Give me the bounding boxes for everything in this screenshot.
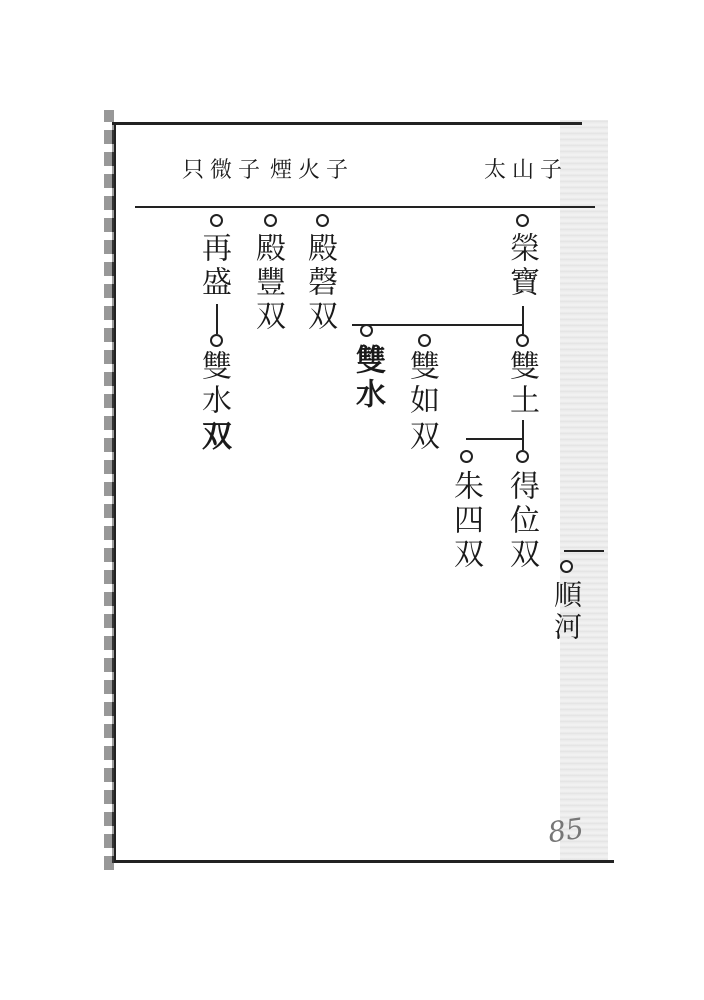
name-shuangshui-small: 雙水 [350,344,385,412]
name-rongbao: 榮寶 [504,232,539,300]
link-shuangtu-dewei [522,420,524,450]
suffix-shuangshui: 双 [196,420,231,454]
suffix-shuangru: 双 [404,420,439,454]
node-zaisheng [210,214,223,227]
name-dewei: 得位 [504,470,539,538]
name-zhusi: 朱四 [448,470,483,538]
header-generation-left-b: 子火煙 [270,158,355,183]
left-edge [104,110,114,870]
node-dianqing [316,214,329,227]
name-zaisheng: 再盛 [196,232,231,300]
suffix-zhusi: 双 [448,538,483,572]
node-zhusi [460,450,473,463]
header-generation-right: 太山子 [484,158,569,183]
suffix-dianqing: 双 [302,300,337,334]
node-shuangru [418,334,431,347]
branch-shunhe [564,550,604,552]
right-edge-smudge [560,120,608,860]
node-shunhe [560,560,573,573]
node-shuangshui [210,334,223,347]
suffix-dewei: 双 [504,538,539,572]
link-zaisheng-shuangshui [216,304,218,334]
suffix-dianfeng: 双 [250,300,285,334]
header-rule [135,206,595,208]
name-shuangshui: 雙水 [196,350,231,418]
name-shunhe: 順河 [550,580,583,644]
top-rule [112,122,582,125]
name-shuangtu: 雙土 [504,350,539,418]
branch-zhusi [466,438,522,440]
page-number: 85 [545,811,586,850]
node-rongbao [516,214,529,227]
link-rongbao-shuangtu [522,306,524,334]
node-shuangshui-small [360,324,373,337]
node-dianfeng [264,214,277,227]
branch-rongbao-sons [352,324,522,326]
node-dewei [516,450,529,463]
name-shuangru: 雙如 [404,350,439,418]
header-generation-left-a: 子微只 [182,158,267,183]
name-dianfeng: 殿豐 [250,232,285,300]
name-dianqing: 殿磬 [302,232,337,300]
node-shuangtu [516,334,529,347]
